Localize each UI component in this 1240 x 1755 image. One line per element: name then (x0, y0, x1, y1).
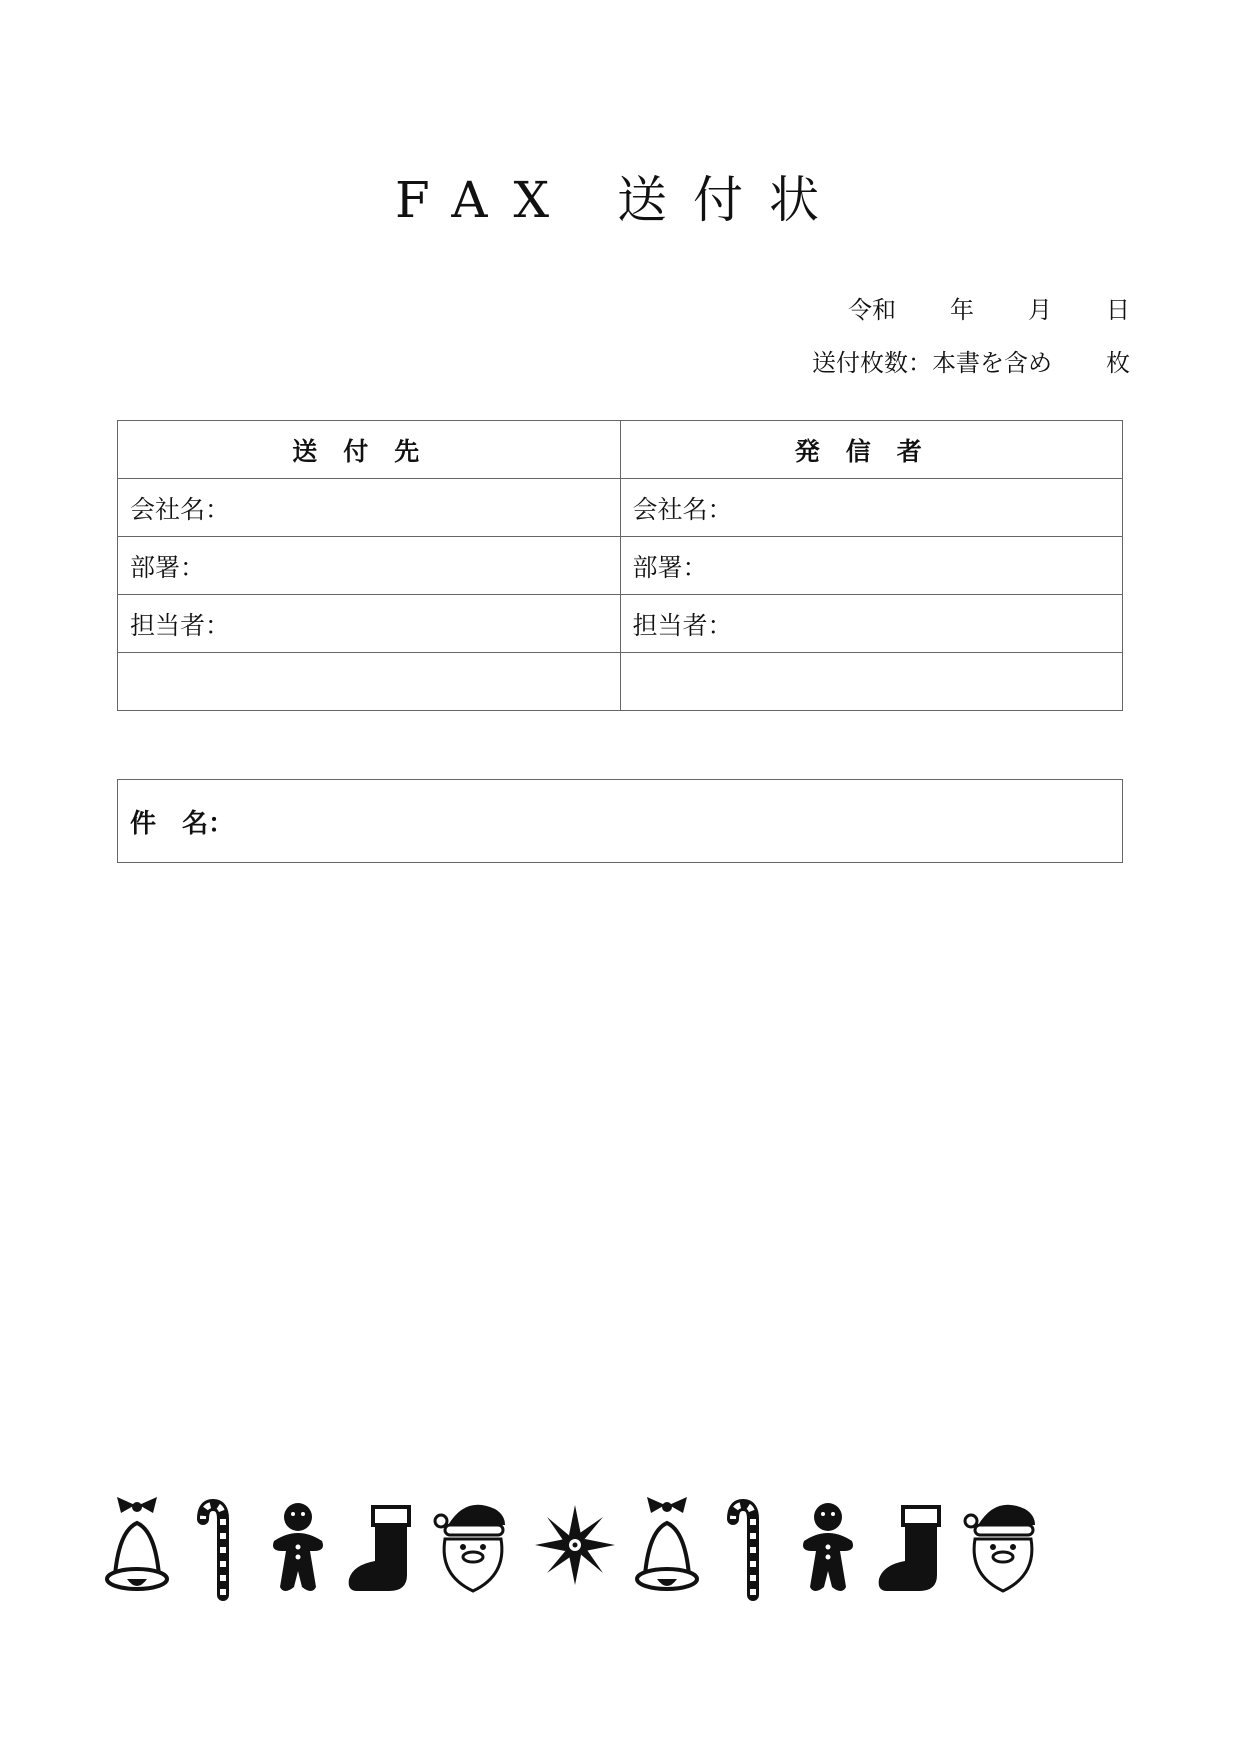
gingerbread-man-icon (803, 1503, 853, 1591)
to-person-field[interactable]: 担当者： (118, 595, 621, 653)
person-row (118, 595, 1123, 653)
page-count-label: 送付枚数：本書を含め (812, 349, 1052, 377)
to-header: 送付先 (118, 421, 621, 479)
to-company-field[interactable]: 会社名： (118, 479, 621, 537)
date-line (848, 290, 1130, 325)
day-label: 日 (1106, 296, 1130, 324)
page-count-line (812, 343, 1130, 378)
stocking-icon (879, 1507, 939, 1591)
stocking-icon (349, 1507, 409, 1591)
gingerbread-man-icon (273, 1503, 323, 1591)
bell-icon (637, 1497, 697, 1589)
from-department-field[interactable]: 部署： (620, 537, 1123, 595)
santa-icon (965, 1505, 1035, 1591)
from-extra-field[interactable] (620, 653, 1123, 711)
bell-icon (107, 1497, 167, 1589)
company-row (118, 479, 1123, 537)
santa-icon (435, 1505, 505, 1591)
address-table (117, 420, 1123, 711)
subject-box[interactable] (117, 779, 1123, 863)
document-title: FAX 送付状 (395, 171, 845, 229)
to-department-field[interactable]: 部署： (118, 537, 621, 595)
from-company-field[interactable]: 会社名： (620, 479, 1123, 537)
blank-row (118, 653, 1123, 711)
from-header: 発信者 (620, 421, 1123, 479)
era-label: 令和 (848, 296, 896, 324)
christmas-decoration-border (105, 1495, 1165, 1605)
from-person-field[interactable]: 担当者： (620, 595, 1123, 653)
poinsettia-icon (535, 1505, 615, 1585)
department-row (118, 537, 1123, 595)
candy-cane-icon (733, 1505, 753, 1595)
month-label: 月 (1028, 296, 1052, 324)
page-count-unit: 枚 (1106, 349, 1130, 377)
year-label: 年 (950, 296, 974, 324)
subject-label: 件 名： (130, 808, 235, 839)
to-extra-field[interactable] (118, 653, 621, 711)
header-row (118, 421, 1123, 479)
candy-cane-icon (203, 1505, 223, 1595)
